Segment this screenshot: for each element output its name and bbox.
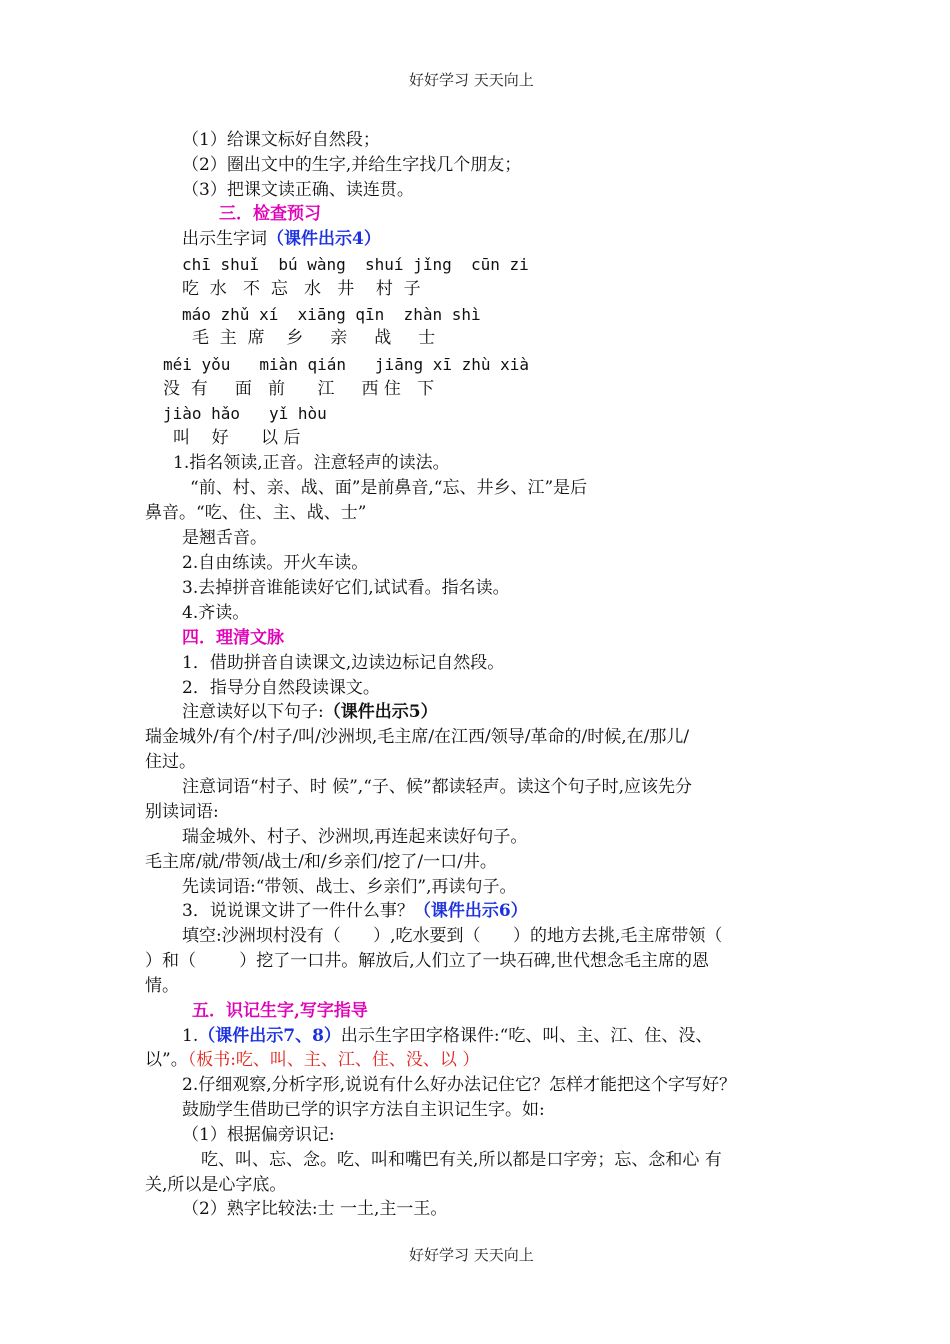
- para-line: 2.仔细观察,分析字形,说说有什么好办法记住它？怎样才能把这个字写好？: [182, 1075, 737, 1095]
- courseware-ref-7-8: （课件出示7、8）: [198, 1026, 341, 1046]
- para-line: 住过。: [145, 752, 196, 772]
- chars-end-text: 以”。: [145, 1050, 188, 1070]
- hanzi-row-3: 没 有 面 前 江 西 住 下: [163, 379, 435, 399]
- courseware-ref-4: （课件出示4）: [267, 229, 381, 249]
- para-line: 别读词语:: [145, 802, 219, 822]
- para-line: 1．借助拼音自读课文,边读边标记自然段。: [182, 653, 505, 673]
- pinyin-row-1: chī shuǐ bú wàng shuí jǐng cūn zi: [182, 255, 529, 274]
- pinyin-row-4: jiào hǎo yǐ hòu: [163, 404, 327, 423]
- courseware-ref-6: （课件出示6）: [413, 901, 528, 921]
- para-line: 瑞金城外、村子、沙洲坝,再连起来读好句子。: [182, 827, 528, 847]
- para-line: 瑞金城外/有个/村子/叫/沙洲坝,毛主席/在江西/领导/革命的/时候,在/那儿/: [145, 727, 690, 747]
- section-heading-4: 四．理清文脉: [182, 628, 284, 648]
- pinyin-row-3: méi yǒu miàn qián jiāng xī zhù xià: [163, 355, 530, 374]
- section-heading-3: 三．检查预习: [219, 204, 321, 224]
- section-heading-5: 五．识记生字,写字指导: [192, 1001, 368, 1021]
- blackboard-note: （板书:吃、叫、主、江、住、没、以 ）: [187, 1050, 480, 1070]
- show-chars-text: 出示生字田字格课件:“吃、叫、主、江、住、没、: [340, 1026, 713, 1046]
- note-text: 注意读好以下句子:: [182, 702, 324, 722]
- board-line: [145, 1049, 479, 1071]
- step-1-number: 1.: [182, 1026, 199, 1046]
- question-line: [182, 900, 528, 922]
- para-line: 鼻音。“吃、住、主、战、士”: [145, 503, 367, 523]
- step-2-line: （2）圈出文中的生字,并给生字找几个朋友；: [182, 155, 522, 175]
- para-line: 注意词语“村子、时 候”,“子、候”都读轻声。读这个句子时,应该先分: [182, 777, 692, 797]
- page-header: 好好学习 天天向上: [409, 71, 534, 89]
- para-line: 先读词语:“带领、战士、乡亲们”,再读句子。: [182, 877, 517, 897]
- para-line: 情。: [145, 976, 179, 996]
- show-words-line: [182, 228, 381, 250]
- para-line: 吃、叫、忘、念。吃、叫和嘴巴有关,所以都是口字旁；忘、念和心 有: [201, 1150, 722, 1170]
- hanzi-row-1: 吃 水 不 忘 水 井 村 子: [182, 279, 421, 299]
- para-line: ）和（ ）挖了一口井。解放后,人们立了一块石碑,世代想念毛主席的恩: [145, 951, 710, 971]
- para-line: （2）熟字比较法:士 一土,主一王。: [182, 1199, 448, 1219]
- step-1-line: （1）给课文标好自然段；: [182, 130, 380, 150]
- hanzi-row-4: 叫 好 以 后: [173, 428, 301, 448]
- para-line: 毛主席/就/带领/战士/和/乡亲们/挖了/一口/井。: [145, 852, 497, 872]
- para-line: 2．指导分自然段读课文。: [182, 678, 380, 698]
- para-line: 鼓励学生借助已学的识字方法自主识记生字。如:: [182, 1100, 545, 1120]
- hanzi-row-2: 毛 主 席 乡 亲 战 士: [192, 328, 436, 348]
- question-text: 3．说说课文讲了一件什么事？: [182, 901, 414, 921]
- para-line: 2.自由练读。开火车读。: [182, 553, 369, 573]
- para-line: 是翘舌音。: [182, 528, 267, 548]
- note-line: [182, 701, 438, 723]
- step-3-line: （3）把课文读正确、读连贯。: [182, 180, 414, 200]
- para-line: 1.指名领读,正音。注意轻声的读法。: [173, 453, 450, 473]
- para-line: 关,所以是心字底。: [145, 1175, 287, 1195]
- courseware-ref-5: （课件出示5）: [323, 702, 438, 722]
- pinyin-row-2: máo zhǔ xí xiāng qīn zhàn shì: [182, 305, 481, 324]
- para-line: （1）根据偏旁识记:: [182, 1125, 335, 1145]
- show-words-text: 出示生字词: [182, 229, 267, 249]
- page-footer: 好好学习 天天向上: [409, 1246, 534, 1264]
- step-1-show-line: [182, 1025, 712, 1047]
- para-line: “前、村、亲、战、面”是前鼻音,“忘、井乡、江”是后: [190, 478, 588, 498]
- para-line: 4.齐读。: [182, 603, 250, 623]
- para-line: 3.去掉拼音谁能读好它们,试试看。指名读。: [182, 578, 510, 598]
- para-line: 填空:沙洲坝村没有（ ）,吃水要到（ ）的地方去挑,毛主席带领（: [182, 926, 723, 946]
